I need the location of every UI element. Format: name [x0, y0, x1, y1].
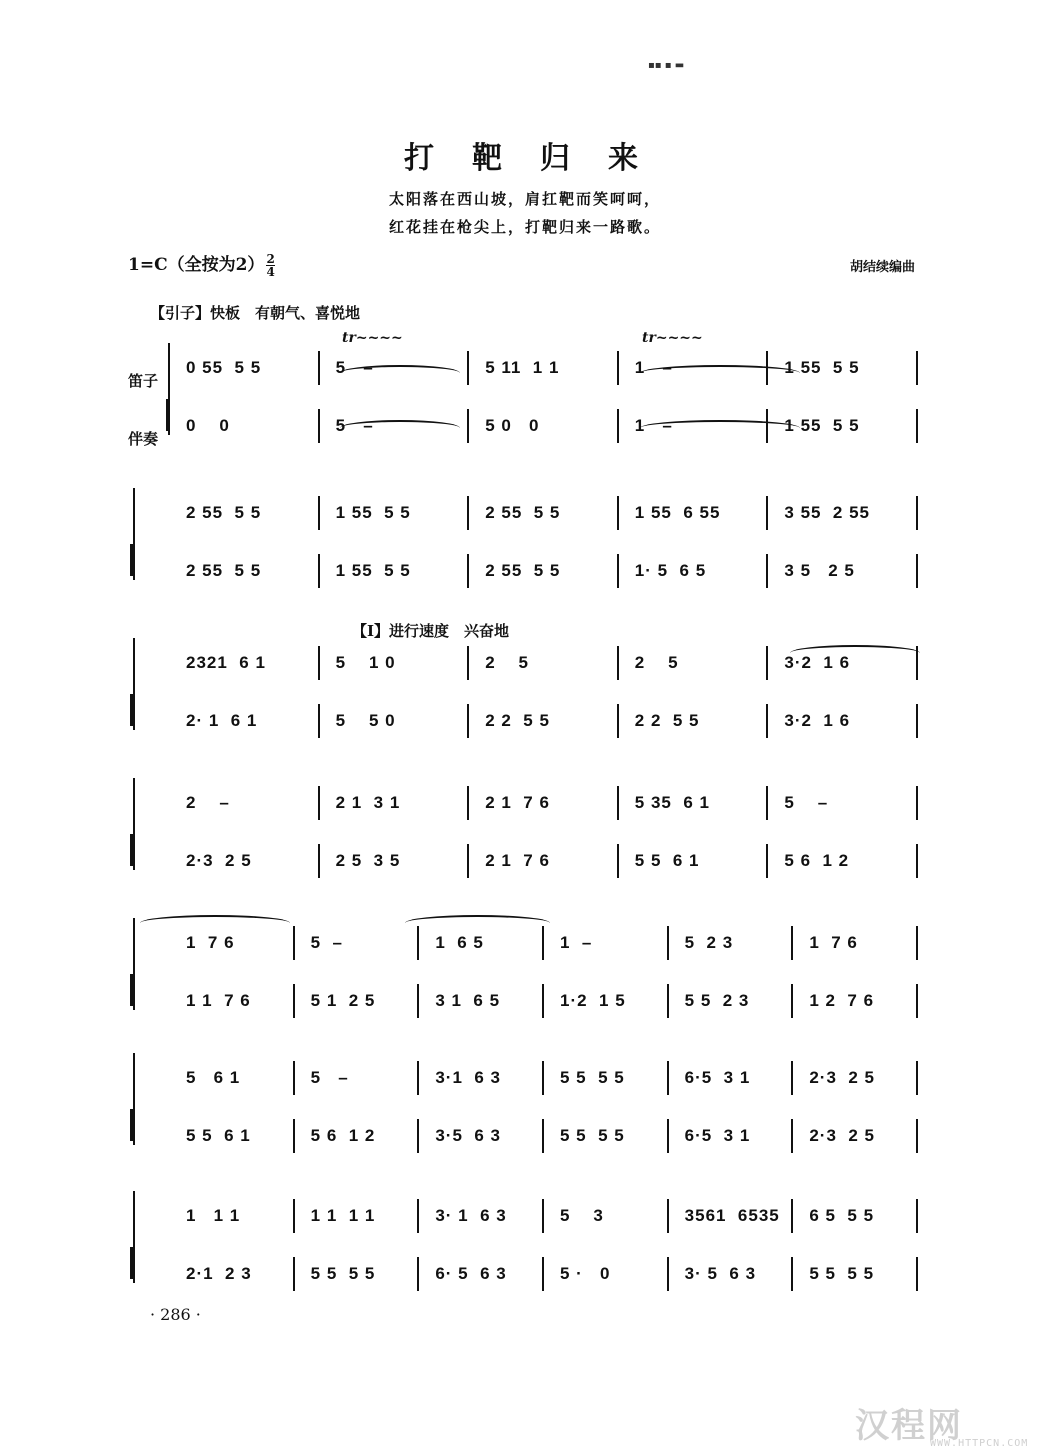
accomp-measure: 3 1 6 5 — [435, 991, 501, 1010]
instrument-label-accompaniment: 伴奏 — [128, 430, 159, 448]
song-title: 打靶归来 — [404, 141, 676, 176]
flute-measure: 5 – — [335, 358, 374, 377]
slur — [640, 365, 800, 381]
flute-measure: 1 7 6 — [809, 933, 858, 952]
barline — [916, 351, 918, 385]
barline — [791, 1199, 793, 1233]
flute-measure: 3 55 2 55 — [784, 503, 871, 522]
accomp-measure: 1 1 7 6 — [186, 991, 251, 1010]
flute-measure: 1 1 1 1 — [310, 1206, 376, 1225]
barline — [467, 554, 469, 588]
flute-measure: 2321 6 1 — [186, 653, 266, 672]
barline — [667, 1199, 669, 1233]
barline — [791, 926, 793, 960]
slur — [790, 645, 920, 661]
accomp-measure: 2·1 2 3 — [186, 1264, 252, 1283]
barline — [667, 1119, 669, 1153]
barline — [542, 984, 544, 1018]
barline — [916, 554, 918, 588]
flute-measure: 0 55 5 5 — [186, 358, 262, 377]
accomp-measure: 5 5 5 5 — [310, 1264, 376, 1283]
barline — [916, 1257, 918, 1291]
accomp-measure: 5 6 1 2 — [310, 1126, 376, 1145]
accompaniment-bracket — [130, 694, 138, 726]
flute-measure: 6·5 3 1 — [684, 1068, 751, 1087]
flute-measure: 1 – — [634, 358, 673, 377]
accomp-measure: 3· 5 6 3 — [684, 1264, 757, 1283]
barline — [417, 1257, 419, 1291]
accomp-measure: 2 55 5 5 — [186, 561, 262, 580]
key-signature — [128, 250, 275, 278]
barline — [293, 984, 295, 1018]
flute-measure: 2 55 5 5 — [186, 503, 262, 522]
flute-measure: 1 55 5 5 — [784, 358, 860, 377]
barline — [318, 844, 320, 878]
barline — [766, 704, 768, 738]
barline — [916, 1061, 918, 1095]
barline — [617, 704, 619, 738]
slur — [140, 915, 290, 931]
lyric-line-2: 红花挂在枪尖上，打靶归来一路歌。 — [388, 218, 661, 236]
barline — [318, 496, 320, 530]
barline — [766, 786, 768, 820]
barline — [667, 984, 669, 1018]
time-signature — [266, 253, 274, 278]
barline — [542, 926, 544, 960]
accomp-measure: 2 2 5 5 — [485, 711, 550, 730]
flute-measure: 1 55 6 55 — [634, 503, 721, 522]
barline — [417, 1199, 419, 1233]
slur — [405, 915, 550, 931]
barline — [916, 786, 918, 820]
accomp-measure: 5 5 2 3 — [684, 991, 750, 1010]
flute-measure: 5 3 — [560, 1206, 604, 1225]
tempo-marking-intro: 【引子】快板 有朝气、喜悦地 — [150, 304, 361, 322]
accomp-measure: 5 5 5 5 — [560, 1126, 625, 1145]
barline — [617, 496, 619, 530]
accomp-measure: 5 0 0 — [485, 416, 540, 435]
accomp-measure: 5 5 6 1 — [186, 1126, 251, 1145]
flute-measure: 2 5 — [485, 653, 529, 672]
accomp-measure: 5 6 1 2 — [784, 851, 850, 870]
barline — [467, 844, 469, 878]
barline — [318, 704, 320, 738]
barline — [417, 926, 419, 960]
composer-credit: 胡结续编曲 — [850, 260, 916, 275]
flute-measure: 2 1 3 1 — [335, 793, 401, 812]
flute-measure: 5 – — [310, 1068, 349, 1087]
tempo-marking-section-1: 【I】进行速度 兴奋地 — [352, 622, 510, 640]
accompaniment-bracket — [130, 544, 138, 576]
barline — [542, 1199, 544, 1233]
accomp-measure: 1 – — [634, 416, 673, 435]
time-denominator: 4 — [266, 265, 275, 279]
accomp-measure: 5 5 0 — [335, 711, 396, 730]
accomp-measure: 3·2 1 6 — [784, 711, 851, 730]
flute-measure: 6 5 5 5 — [809, 1206, 875, 1225]
accompaniment-bracket — [130, 1247, 138, 1279]
watermark-url: WWW.HTTPCN.COM — [930, 1438, 1029, 1449]
accomp-measure: 2 1 7 6 — [485, 851, 550, 870]
barline — [417, 984, 419, 1018]
flute-measure: 2 5 — [634, 653, 679, 672]
lyric-line-1: 太阳落在西山坡，肩扛靶而笑呵呵， — [388, 190, 661, 208]
slur — [340, 420, 460, 436]
slur — [340, 365, 460, 381]
barline — [916, 984, 918, 1018]
barline — [318, 351, 320, 385]
barline — [617, 554, 619, 588]
accomp-measure: 5 5 5 5 — [809, 1264, 875, 1283]
flute-measure: 1 1 1 — [186, 1206, 241, 1225]
flute-measure: 5 1 0 — [335, 653, 396, 672]
accomp-measure: 2·3 2 5 — [186, 851, 252, 870]
page-number: · 286 · — [150, 1305, 201, 1324]
barline — [293, 1119, 295, 1153]
key-text: 1=C（全按为2） — [128, 255, 265, 275]
barline — [916, 844, 918, 878]
barline — [766, 496, 768, 530]
accomp-measure: 0 0 — [186, 416, 230, 435]
barline — [766, 554, 768, 588]
flute-measure: 5 – — [784, 793, 829, 812]
accomp-measure: 2·3 2 5 — [809, 1126, 875, 1145]
barline — [467, 496, 469, 530]
barline — [617, 786, 619, 820]
barline — [417, 1061, 419, 1095]
barline — [318, 554, 320, 588]
accomp-measure: 2 5 3 5 — [335, 851, 401, 870]
barline — [542, 1119, 544, 1153]
barline — [916, 496, 918, 530]
flute-measure: 1 55 5 5 — [335, 503, 411, 522]
barline — [791, 1119, 793, 1153]
flute-measure: 2 – — [186, 793, 230, 812]
flute-measure: 5 – — [310, 933, 344, 952]
barline — [318, 786, 320, 820]
barline — [916, 704, 918, 738]
trill-mark-1: tr~~~~ — [342, 330, 403, 346]
barline — [293, 1199, 295, 1233]
barline — [617, 351, 619, 385]
trill-mark-2: tr~~~~ — [642, 330, 703, 346]
flute-measure: 3· 1 6 3 — [435, 1206, 507, 1225]
flute-measure: 1 7 6 — [186, 933, 235, 952]
accomp-measure: 6·5 3 1 — [684, 1126, 751, 1145]
barline — [766, 844, 768, 878]
accompaniment-bracket — [130, 834, 138, 866]
barline — [467, 786, 469, 820]
barline — [667, 1061, 669, 1095]
accomp-measure: 2· 1 6 1 — [186, 711, 258, 730]
time-numerator: 2 — [266, 252, 275, 266]
accomp-measure: 1 55 5 5 — [784, 416, 860, 435]
barline — [667, 1257, 669, 1291]
accomp-measure: 5 – — [335, 416, 374, 435]
flute-measure: 5 5 5 5 — [560, 1068, 625, 1087]
barline — [467, 704, 469, 738]
flute-measure: 2 55 5 5 — [485, 503, 561, 522]
barline — [467, 646, 469, 680]
barline — [617, 844, 619, 878]
barline — [542, 1061, 544, 1095]
flute-measure: 5 35 6 1 — [634, 793, 710, 812]
barline — [791, 984, 793, 1018]
accomp-measure: 1·2 1 5 — [560, 991, 626, 1010]
barline — [293, 926, 295, 960]
barline — [417, 1119, 419, 1153]
barline — [791, 1061, 793, 1095]
barline — [293, 1061, 295, 1095]
slur — [640, 420, 800, 436]
accomp-measure: 1 55 5 5 — [335, 561, 411, 580]
accomp-measure: 2 55 5 5 — [485, 561, 561, 580]
barline — [916, 1119, 918, 1153]
accomp-measure: 1 2 7 6 — [809, 991, 875, 1010]
watermark-logo: 汉程网 — [855, 1406, 963, 1446]
barline — [667, 926, 669, 960]
instrument-label-flute: 笛子 — [128, 372, 159, 390]
barline — [467, 351, 469, 385]
flute-measure: 5 2 3 — [684, 933, 734, 952]
barline — [318, 646, 320, 680]
accompaniment-bracket — [166, 399, 174, 431]
accomp-measure: 5 · 0 — [560, 1264, 611, 1283]
barline — [916, 926, 918, 960]
flute-measure: 3·2 1 6 — [784, 653, 851, 672]
barline — [293, 1257, 295, 1291]
flute-measure: 5 6 1 — [186, 1068, 241, 1087]
accomp-measure: 5 5 6 1 — [634, 851, 700, 870]
accomp-measure: 6· 5 6 3 — [435, 1264, 507, 1283]
flute-measure: 1 6 5 — [435, 933, 484, 952]
flute-measure: 3561 6535 — [684, 1206, 780, 1225]
flute-measure: 2 1 7 6 — [485, 793, 550, 812]
barline — [766, 646, 768, 680]
barline — [617, 409, 619, 443]
barline — [318, 409, 320, 443]
flute-measure: 2·3 2 5 — [809, 1068, 875, 1087]
barline — [542, 1257, 544, 1291]
accomp-measure: 1· 5 6 5 — [634, 561, 707, 580]
accompaniment-bracket — [130, 974, 138, 1006]
accomp-measure: 2 2 5 5 — [634, 711, 700, 730]
scan-mark: ▪▪ ▪ ▬ — [648, 60, 685, 71]
barline — [467, 409, 469, 443]
accomp-measure: 3·5 6 3 — [435, 1126, 501, 1145]
flute-measure: 5 11 1 1 — [485, 358, 560, 377]
barline — [916, 1199, 918, 1233]
accomp-measure: 5 1 2 5 — [310, 991, 376, 1010]
barline — [791, 1257, 793, 1291]
barline — [916, 409, 918, 443]
barline — [617, 646, 619, 680]
flute-measure: 3·1 6 3 — [435, 1068, 501, 1087]
accomp-measure: 3 5 2 5 — [784, 561, 855, 580]
accompaniment-bracket — [130, 1109, 138, 1141]
flute-measure: 1 – — [560, 933, 593, 952]
